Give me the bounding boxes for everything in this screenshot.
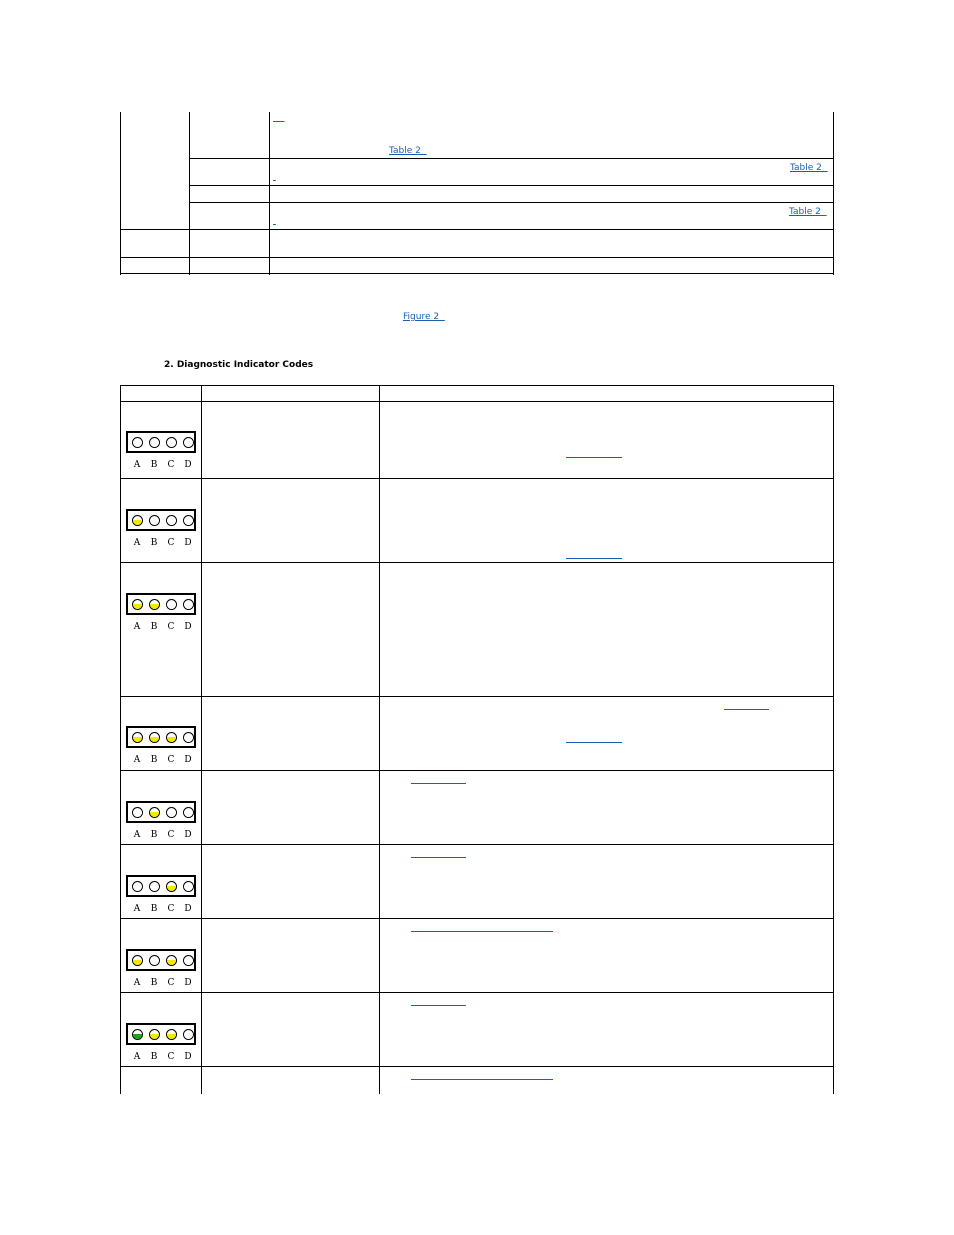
link-figure-2[interactable]: Figure 2 bbox=[403, 312, 445, 322]
diag-rule-header bbox=[120, 401, 834, 402]
upper-table-divider-2 bbox=[269, 112, 270, 275]
diag-divider-2 bbox=[379, 385, 380, 1094]
diagnostic-light-b bbox=[149, 437, 160, 448]
light-letter: C bbox=[167, 830, 175, 840]
link-underline[interactable] bbox=[411, 783, 466, 784]
diag-row-rule bbox=[120, 770, 834, 771]
diagnostic-light-c bbox=[166, 881, 177, 892]
light-letter: D bbox=[184, 755, 192, 765]
diagnostic-light-b bbox=[149, 1029, 160, 1040]
diagnostic-light-b bbox=[149, 807, 160, 818]
diag-border-right bbox=[833, 385, 834, 1094]
diagnostic-light-panel bbox=[126, 509, 196, 531]
diagnostic-light-panel bbox=[126, 431, 196, 453]
diagnostic-light-c bbox=[166, 515, 177, 526]
light-letter: A bbox=[133, 538, 141, 548]
light-letter: B bbox=[150, 904, 158, 914]
link-stub-top[interactable] bbox=[273, 113, 284, 124]
diagnostic-light-panel bbox=[126, 801, 196, 823]
upper-table-divider-1 bbox=[189, 112, 190, 275]
light-letter: B bbox=[150, 538, 158, 548]
diagnostic-light-b bbox=[149, 515, 160, 526]
diag-row-rule bbox=[120, 844, 834, 845]
link-underline[interactable] bbox=[566, 457, 622, 458]
diagnostic-light-d bbox=[183, 732, 194, 743]
link-underline[interactable] bbox=[411, 1005, 466, 1006]
diagnostic-light-panel bbox=[126, 593, 196, 615]
diag-row-rule bbox=[120, 992, 834, 993]
diagnostic-light-d bbox=[183, 955, 194, 966]
link-underline[interactable] bbox=[724, 709, 769, 710]
light-letter: B bbox=[150, 978, 158, 988]
upper-table-rule-3 bbox=[189, 202, 834, 203]
upper-table-rule-4 bbox=[120, 229, 834, 230]
upper-table-rule-2 bbox=[189, 185, 834, 186]
link-underline[interactable] bbox=[566, 742, 622, 743]
light-letter: D bbox=[184, 460, 192, 470]
diagnostic-light-c bbox=[166, 437, 177, 448]
diagnostic-light-a bbox=[132, 515, 143, 526]
link-underline[interactable] bbox=[566, 558, 622, 559]
light-letter: C bbox=[167, 904, 175, 914]
diag-row-rule bbox=[120, 696, 834, 697]
diagnostic-light-b bbox=[149, 732, 160, 743]
link-stub[interactable] bbox=[273, 172, 276, 183]
diagnostic-light-a bbox=[132, 881, 143, 892]
diagnostic-light-d bbox=[183, 437, 194, 448]
light-letter: A bbox=[133, 904, 141, 914]
light-letter: A bbox=[133, 460, 141, 470]
link-underline[interactable] bbox=[411, 857, 466, 858]
link-stub[interactable] bbox=[273, 216, 276, 227]
upper-table-rule-5 bbox=[120, 257, 834, 258]
light-letter: B bbox=[150, 755, 158, 765]
link-table-2[interactable]: Table 2 bbox=[789, 207, 827, 217]
diagnostic-light-a bbox=[132, 437, 143, 448]
diagnostic-light-b bbox=[149, 955, 160, 966]
diagnostic-light-panel bbox=[126, 1023, 196, 1045]
upper-table-border-left bbox=[120, 112, 121, 275]
diag-row-rule bbox=[120, 918, 834, 919]
diag-rule-top bbox=[120, 385, 834, 386]
link-table-2[interactable]: Table 2 bbox=[790, 163, 828, 173]
light-letter: A bbox=[133, 1052, 141, 1062]
light-letter: C bbox=[167, 538, 175, 548]
diagnostic-light-d bbox=[183, 515, 194, 526]
light-letter: D bbox=[184, 830, 192, 840]
light-letter: C bbox=[167, 622, 175, 632]
diagnostic-light-d bbox=[183, 881, 194, 892]
diagnostic-light-a bbox=[132, 599, 143, 610]
diagnostic-light-panel bbox=[126, 875, 196, 897]
light-letter: C bbox=[167, 460, 175, 470]
diag-row-rule bbox=[120, 478, 834, 479]
link-table-2[interactable]: Table 2 bbox=[389, 146, 427, 156]
light-letter: B bbox=[150, 460, 158, 470]
light-letter: C bbox=[167, 755, 175, 765]
table-caption: 2. Diagnostic Indicator Codes bbox=[164, 360, 314, 370]
link-underline[interactable] bbox=[411, 931, 553, 932]
light-letter: A bbox=[133, 978, 141, 988]
light-letter: C bbox=[167, 978, 175, 988]
light-letter: D bbox=[184, 904, 192, 914]
diagnostic-light-b bbox=[149, 881, 160, 892]
light-letter: A bbox=[133, 830, 141, 840]
diagnostic-light-a bbox=[132, 955, 143, 966]
diagnostic-light-c bbox=[166, 955, 177, 966]
diagnostic-light-c bbox=[166, 807, 177, 818]
diagnostic-light-d bbox=[183, 1029, 194, 1040]
diagnostic-light-panel bbox=[126, 949, 196, 971]
diagnostic-light-c bbox=[166, 732, 177, 743]
light-letter: D bbox=[184, 1052, 192, 1062]
diag-border-left bbox=[120, 385, 121, 1094]
light-letter: D bbox=[184, 622, 192, 632]
diag-row-rule bbox=[120, 1066, 834, 1067]
diagnostic-light-c bbox=[166, 599, 177, 610]
light-letter: A bbox=[133, 622, 141, 632]
light-letter: B bbox=[150, 1052, 158, 1062]
diagnostic-light-c bbox=[166, 1029, 177, 1040]
diagnostic-light-d bbox=[183, 599, 194, 610]
upper-table-border-right bbox=[833, 112, 834, 275]
diag-divider-1 bbox=[201, 385, 202, 1094]
diag-row-rule bbox=[120, 562, 834, 563]
light-letter: B bbox=[150, 830, 158, 840]
light-letter: D bbox=[184, 978, 192, 988]
upper-table-rule-bottom bbox=[120, 273, 834, 274]
upper-table-rule-1 bbox=[189, 158, 834, 159]
diagnostic-light-a bbox=[132, 732, 143, 743]
link-underline[interactable] bbox=[411, 1079, 553, 1080]
diagnostic-light-a bbox=[132, 807, 143, 818]
diagnostic-light-d bbox=[183, 807, 194, 818]
light-letter: B bbox=[150, 622, 158, 632]
diagnostic-light-b bbox=[149, 599, 160, 610]
light-letter: A bbox=[133, 755, 141, 765]
diagnostic-light-panel bbox=[126, 726, 196, 748]
diagnostic-light-a bbox=[132, 1029, 143, 1040]
light-letter: C bbox=[167, 1052, 175, 1062]
light-letter: D bbox=[184, 538, 192, 548]
